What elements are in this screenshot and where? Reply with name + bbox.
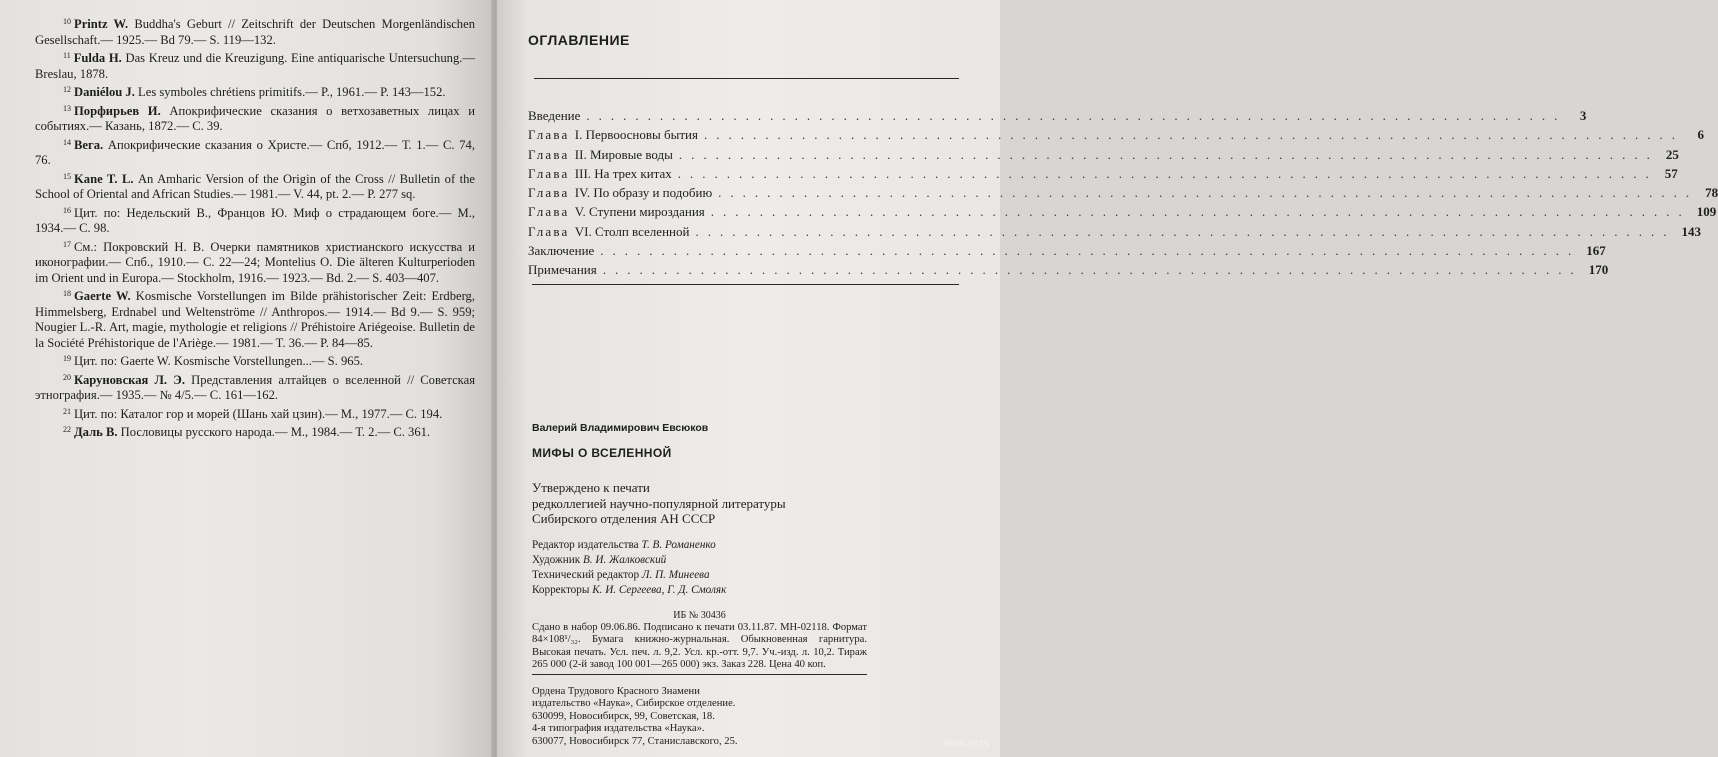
toc-leader-dots: ................................................................................ — [695, 223, 1676, 239]
footnote — [35, 169, 475, 203]
toc-page-number: 3 — [1579, 108, 1587, 123]
footnote-number: 12 — [63, 85, 71, 94]
toc-top-rule — [534, 78, 959, 79]
footnote — [35, 404, 475, 423]
footnote-number: 17 — [63, 239, 71, 249]
toc-page-number: 57 — [1664, 165, 1678, 181]
footnote-number: 20 — [63, 372, 71, 382]
toc-page-number: 143 — [1681, 223, 1701, 239]
footnote-text: Апокрифические сказания о ветхозаветных лицах и событиях.— Казань, 1872.— С. 39. — [35, 103, 475, 133]
toc-page-number: 109 — [1696, 204, 1717, 220]
staff-name: Т. В. Романенко — [641, 539, 716, 551]
toc-page-number: 167 — [1586, 243, 1606, 259]
toc-entry — [528, 185, 1718, 204]
footnote — [35, 422, 475, 441]
publisher-line: 630099, Новосибирск, 99, Советская, 18. — [532, 710, 715, 722]
staff-line — [532, 568, 726, 583]
staff-line — [532, 553, 726, 568]
colophon-staff — [532, 538, 726, 598]
staff-line — [532, 583, 726, 598]
colophon-imprint — [532, 610, 867, 675]
footnote-author: Daniélou J. — [74, 85, 139, 99]
publisher-info — [532, 686, 738, 748]
footnote — [35, 237, 475, 287]
publisher-line: Ордена Трудового Красного Знамени — [532, 686, 700, 697]
left-page — [0, 0, 493, 757]
imprint-details: Сдано в набор 09.06.86. Подписано к печати 03.11.87. МН-02118. Формат 84×108¹/₃₂. Бумага книжно-журнальная. Обыкновенная гарнитура. Высокая печать. Усл. печ. л. 9,2. Усл. кр.-отт. 9,7. Уч.-изд. л. 10,2. Тираж 265 000 (2-й завод 100 001—265 000) экз. Заказ 228. Цена 40 коп. — [532, 622, 867, 675]
toc-leader-dots: ................................................................................ — [703, 127, 1684, 143]
staff-name: Л. П. Минеева — [641, 569, 710, 581]
staff-line — [532, 538, 726, 553]
footnote-author: Вега. — [74, 137, 108, 152]
publisher-line: 4-я типография издательства «Наука». — [532, 723, 705, 735]
staff-name: К. И. Сергеева, Г. Д. Смоляк — [592, 584, 727, 596]
staff-role: Технический редактор — [532, 569, 642, 581]
footnote — [35, 286, 475, 351]
toc-page-number: 25 — [1665, 146, 1679, 162]
footnote-number: 11 — [63, 51, 71, 60]
toc-entry — [528, 204, 1717, 223]
staff-role: Редактор издательства — [532, 539, 642, 551]
toc-entry — [528, 165, 1678, 185]
footnote — [35, 14, 475, 48]
footnote-number: 21 — [63, 406, 71, 416]
footnote — [35, 48, 475, 82]
footnote-text: Цит. по: Недельский В., Францов Ю. Миф о страдающем боге.— М., 1934.— С. 98. — [35, 205, 475, 235]
footnote-number: 15 — [63, 171, 71, 181]
toc-leader-dots: ................................................................................ — [718, 185, 1699, 201]
toc-leader-dots: ................................................................................ — [678, 146, 1659, 162]
footnotes-list — [35, 14, 475, 441]
footnote-text: Les symboles chrétiens primitifs.— P., 1961.— P. 143—152. — [138, 85, 446, 99]
staff-name: В. И. Жалковский — [582, 554, 667, 566]
toc-entry-title: Глава II. Мировые воды — [528, 146, 673, 162]
toc-entry-title: Глава V. Ступени мироздания — [528, 204, 705, 220]
footnote-number: 18 — [63, 289, 71, 298]
footnote-author: Kane T. L. — [74, 171, 138, 186]
footnote-text: Buddha's Geburt // Zeitschrift der Deutschen Morgenländischen Gesellschaft.— 1925.— Bd 79.— S. 119—132. — [35, 17, 475, 47]
footnote-number: 14 — [63, 137, 71, 147]
colophon-approval — [532, 480, 786, 527]
staff-role: Корректоры — [532, 584, 593, 596]
footnote — [35, 370, 475, 404]
toc-entry-title: Заключение — [528, 243, 595, 259]
toc-entry-title: Глава VI. Столп вселенной — [528, 223, 690, 239]
publisher-line: 630077, Новосибирск 77, Станиславского, 25. — [532, 735, 738, 747]
toc-page-number: 78 — [1705, 185, 1718, 201]
footnote-text: Представления алтайцев о вселенной // Советская этнография.— 1935.— № 4/5.— С. 161—162. — [35, 372, 475, 402]
colophon-title: МИФЫ О ВСЕЛЕННОЙ — [532, 446, 672, 460]
footnote-author: Даль В. — [74, 425, 121, 439]
ib-number: ИБ № 30436 — [673, 610, 726, 621]
footnote-author: Каруновская Л. Э. — [74, 372, 192, 387]
toc-entry — [528, 262, 1609, 281]
colophon-author: Валерий Владимирович Евсюков — [532, 422, 709, 434]
footnote-author: Fulda H. — [73, 51, 126, 65]
footnote-text: Цит. по: Каталог гор и морей (Шань хай цзин).— М., 1977.— С. 194. — [74, 406, 443, 421]
table-of-contents — [528, 108, 1718, 282]
approval-line: редколлегией научно-популярной литературы — [532, 495, 786, 511]
footnote-number: 22 — [63, 425, 71, 434]
footnote — [35, 135, 475, 169]
toc-entry-title: Введение — [528, 108, 581, 123]
footnote-number: 19 — [63, 354, 71, 363]
toc-entry-title: Примечания — [528, 262, 597, 278]
toc-entry-title: Глава IV. По образу и подобию — [528, 185, 713, 201]
footnote-text: Пословицы русского народа.— М., 1984.— Т. 2.— С. 361. — [120, 425, 431, 439]
toc-leader-dots: ................................................................................ — [600, 243, 1581, 259]
toc-leader-dots: ................................................................................ — [602, 262, 1583, 278]
toc-heading: ОГЛАВЛЕНИЕ — [528, 32, 630, 48]
footnote-number: 16 — [63, 205, 71, 215]
footnote-number: 13 — [63, 103, 71, 113]
approval-line: Утверждено к печати — [532, 480, 650, 495]
watermark: www.ay.by — [942, 738, 990, 749]
toc-leader-dots: ................................................................................ — [586, 108, 1567, 123]
toc-entry-title: Глава III. На трех китах — [528, 165, 672, 181]
toc-entry — [528, 108, 1587, 127]
toc-leader-dots: ................................................................................ — [677, 165, 1658, 181]
toc-entry — [528, 127, 1704, 146]
toc-entry — [528, 223, 1701, 243]
footnote-author: Порфирьев И. — [74, 103, 170, 118]
publisher-line: издательство «Наука», Сибирское отделение. — [532, 698, 736, 710]
toc-entry — [528, 146, 1679, 166]
footnote-text: Das Kreuz und die Kreuzigung. Eine antiquarische Untersuchung.— Breslau, 1878. — [35, 51, 475, 81]
footnote-text: См.: Покровский Н. В. Очерки памятников христианского искусства и иконографии.— Спб., 1910.— С. 22—24; Montelius O. Die älteren Kulturperioden im Orient und in Europa.— Stockholm, 1916.— 1923.— Bd. 2.— S. 403—407. — [35, 239, 475, 285]
footnote-author: Printz W. — [74, 17, 135, 31]
toc-page-number: 170 — [1588, 262, 1609, 278]
toc-entry — [528, 243, 1606, 262]
footnote-text: Апокрифические сказания о Христе.— Спб, 1912.— Т. 1.— С. 74, 76. — [35, 137, 475, 167]
footnote — [35, 203, 475, 237]
staff-role: Художник — [532, 554, 583, 566]
toc-leader-dots: ................................................................................ — [710, 204, 1691, 220]
toc-entry-title: Глава I. Первоосновы бытия — [528, 127, 698, 143]
toc-bottom-rule — [532, 284, 959, 285]
toc-page-number: 6 — [1697, 127, 1704, 143]
footnote-text: An Amharic Version of the Origin of the Cross // Bulletin of the School of Oriental and African Studies.— 1981.— V. 44, pt. 2.— P. 277 sq. — [35, 171, 475, 201]
footnote-text: Цит. по: Gaerte W. Kosmische Vorstellungen...— S. 965. — [74, 354, 364, 368]
footnote — [35, 351, 475, 370]
footnote-author: Gaerte W. — [74, 289, 136, 303]
footnote-text: Kosmische Vorstellungen im Bilde prähistorischer Zeit: Erdberg, Himmelsberg, Erdnabel und Weltenströme // Anthropos.— 1914.— Bd 9.— S. 959; Nougier L.-R. Art, magie, mythologie et religions // Préhistoire Ariégeoise. Bulletin de la Société Préhistorique de l'Ariège.— 1981.— T. 36.— P. 84—85. — [35, 289, 475, 350]
approval-line: Сибирского отделения АН СССР — [532, 511, 716, 526]
footnote — [35, 101, 475, 135]
footnote — [35, 82, 475, 101]
footnote-number: 10 — [63, 17, 71, 26]
